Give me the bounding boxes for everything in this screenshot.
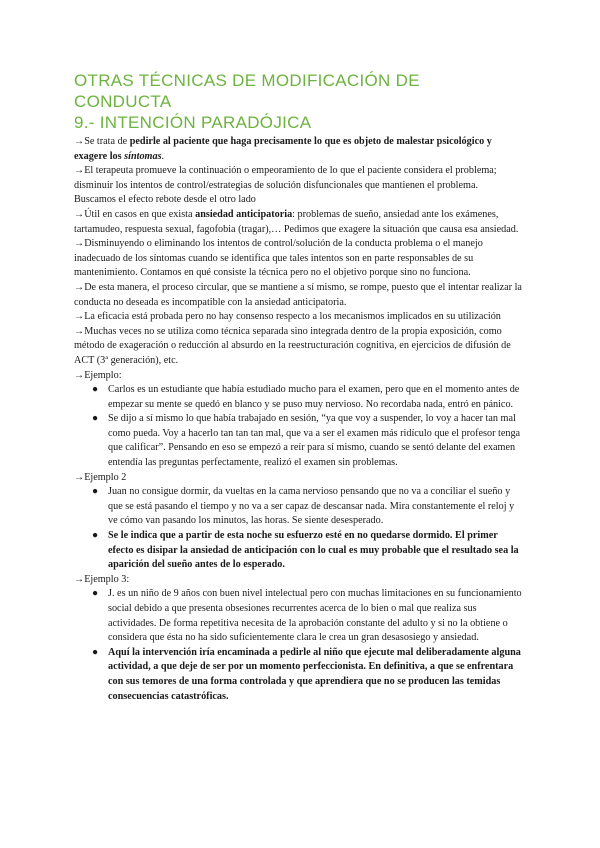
example-2-label: →Ejemplo 2 [74,471,127,483]
list-item: ● Aquí la intervención iría encaminada a pedirle al niño que ejecute mal deliberadamente alguna actividad, a que deje de ser por un momento perfeccionista. En definitiva, a que se enfrentara con sus temores de una forma controlada y que aprendiera que no se producen las temidas consecuencias catastróficas. [92,646,521,702]
paragraph-therapist: →El terapeuta promueve la continuación o empeoramiento de lo que el paciente considera el problema; disminuir los intentos de control/estrategias de solución disfuncionales que mantienen el problema. Buscamos el efecto rebote desde el otro lado [74,165,497,206]
paragraph-useful-cases: →Útil en casos en que exista ansiedad anticipatoria: problemas de sueño, ansiedad ante los exámenes, tartamudeo, respuesta sexual, fagofobia (tragar),… Pedimos que exagere la situación que causa esa ansiedad. [74,208,519,235]
bullet-icon: ● [92,384,99,396]
arrow-glyph: → [74,311,85,323]
list-item: ● Se le indica que a partir de esta noche su esfuerzo esté en no quedarse dormido. El primer efecto es disipar la ansiedad de anticipación con lo cual es muy probable que el resultado sea la aparición del sueño antes de lo esperado. [92,530,519,571]
paragraph-efficacy: →La eficacia está probada pero no hay consenso respecto a los mecanismos implicados en su utilización [74,311,501,323]
list-item: ● Carlos es un estudiante que había estudiado mucho para el examen, pero que en el momento antes de empezar su mente se quedó en blanco y se puso muy nervioso. No recordaba nada, entró en pánico. [92,384,520,410]
arrow-glyph: → [74,325,85,337]
page-title: OTRAS TÉCNICAS DE MODIFICACIÓN DE CONDUCTA [74,71,420,111]
arrow-glyph: → [74,136,85,147]
example-2-list [74,485,522,573]
paragraph-circular-process: →De esta manera, el proceso circular, que se mantiene a sí mismo, se rompe, puesto que el intentar realizar la conducta no deseada es incompatible con la ansiedad anticipatoria. [74,281,522,308]
arrow-glyph: → [74,281,85,293]
list-item: ● J. es un niño de 9 años con buen nivel intelectual pero con muchas limitaciones en su funcionamiento social debido a que presenta obsesiones recurrentes acerca de lo bien o mal que realiza sus actividades. De forma repetitiva necesita de la aprobación constante del adulto y si no la obtiene o considera que ésta no ha sido suficientemente clara le crea un gran desasosiego y ansiedad. [92,588,522,644]
arrow-glyph: → [74,471,85,483]
arrow-glyph: → [74,238,85,250]
bullet-icon: ● [92,646,99,658]
bullet-icon: ● [92,486,99,498]
arrow-glyph: → [74,369,85,381]
example-3-list [74,587,522,704]
bullet-icon: ● [92,530,99,542]
example-1-list [74,383,522,471]
paragraph-definition: →Se trata de pedirle al paciente que haga precisamente lo que es objeto de malestar psicológico y exagere los síntomas. [74,136,492,162]
bullet-icon: ● [92,588,99,600]
bullet-icon: ● [92,413,99,425]
list-item: ● Juan no consigue dormir, da vueltas en la cama nervioso pensando que no va a conciliar el sueño y que se está pasando el tiempo y no va a ser capaz de descansar nada. Mira constantemente el reloj y ve cómo van pasando los minutos, las horas. Se siente desesperado. [92,486,515,527]
paragraph-reducing-attempts: →Disminuyendo o eliminando los intentos de control/solución de la conducta problema o el manejo inadecuado de los síntomas cuando se identifica que tales intentos son en parte responsables de su mantenimiento. Contamos en qué consiste la técnica pero no el objetivo porque sino no funciona. [74,238,483,279]
section-title: 9.- INTENCIÓN PARADÓJICA [74,113,312,132]
arrow-glyph: → [74,165,85,177]
example-1-label: →Ejemplo: [74,369,122,381]
arrow-glyph: → [74,208,85,220]
example-3-label: →Ejemplo 3: [74,573,130,585]
list-item: ● Se dijo a sí mismo lo que había trabajado en sesión, “ya que voy a suspender, lo voy a hacer tan mal como pueda. Voy a hacerlo tan tan tan mal, que va a ser el examen más ridículo que el profesor tenga que calificar”. Pensando en eso se empezó a reír para sí mismo, cuando se sentó delante del examen entendía las preguntas perfectamente, realizó el examen sin problemas. [92,413,521,469]
arrow-glyph: → [74,573,85,585]
paragraph-integration: →Muchas veces no se utiliza como técnica separada sino integrada dentro de la propia exposición, como método de exageración o reducción al absurdo en la reestructuración cognitiva, en ejercicios de difusión de ACT (3ª generación), etc. [74,325,511,366]
